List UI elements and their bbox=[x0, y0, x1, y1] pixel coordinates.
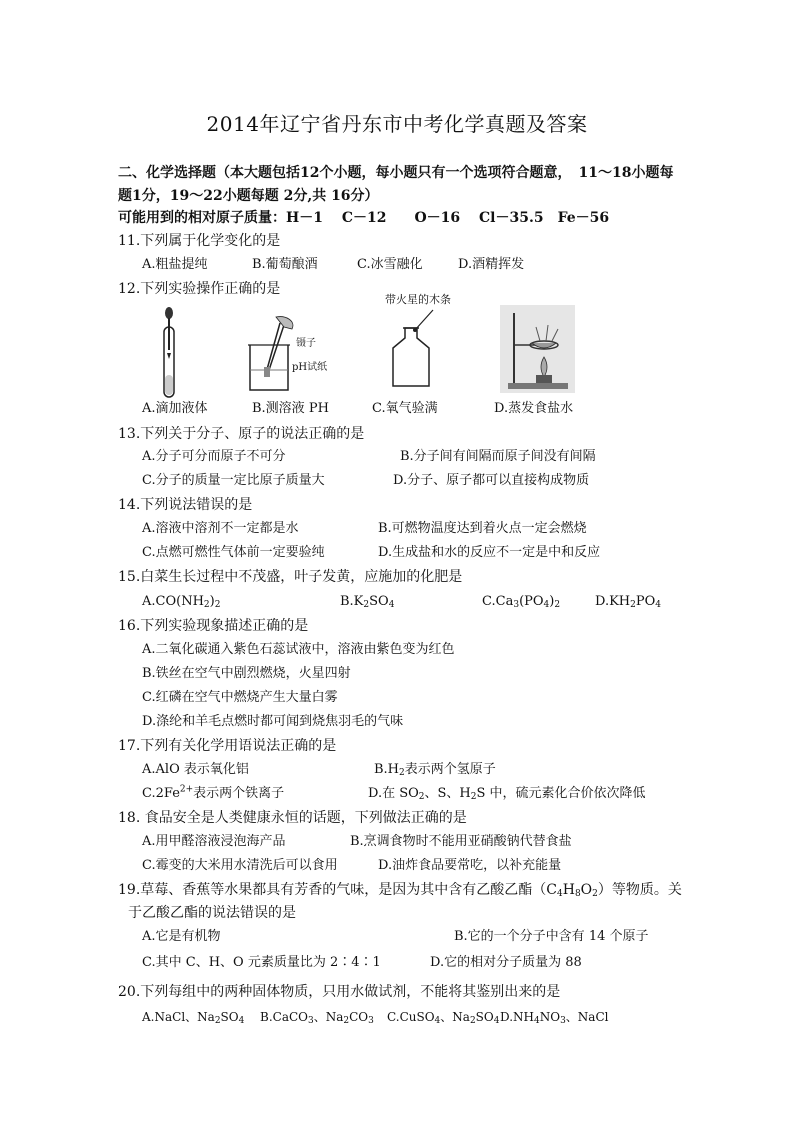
q14-option-a: A.溶液中溶剂不一定都是水 bbox=[142, 521, 299, 536]
q16-option-d: D.涤纶和羊毛点燃时都可闻到烧焦羽毛的气味 bbox=[142, 714, 404, 729]
q11-option-b: B.葡萄酿酒 bbox=[252, 257, 318, 272]
q18-stem: 18. 食品安全是人类健康永恒的话题，下列做法正确的是 bbox=[118, 810, 467, 826]
ph-paper-label: pH试纸 bbox=[292, 362, 328, 373]
ph-beaker-figure bbox=[240, 315, 300, 395]
q15-option-a: $A.CO(NH_2)_2$ bbox=[142, 594, 221, 610]
q17-option-a: A.AlO 表示氧化铝 bbox=[142, 762, 249, 777]
q18-option-a: A.用甲醛溶液浸泡海产品 bbox=[142, 834, 286, 849]
q19-stem-line2: 于乙酸乙酯的说法错误的是 bbox=[128, 905, 296, 921]
q14-option-c: C.点燃可燃性气体前一定要验纯 bbox=[142, 545, 325, 560]
q18-option-d: D.油炸食品要常吃，以补充能量 bbox=[378, 858, 562, 873]
q12-option-d: D.蒸发食盐水 bbox=[494, 401, 574, 416]
q16-option-c: C.红磷在空气中燃烧产生大量白雾 bbox=[142, 690, 338, 705]
q13-option-c: C.分子的质量一定比原子质量大 bbox=[142, 473, 325, 488]
q19-option-a: A.它是有机物 bbox=[142, 929, 221, 944]
q15-stem: 15.白菜生长过程中不茂盛，叶子发黄，应施加的化肥是 bbox=[118, 569, 463, 585]
q20-option-b: B.CaCO$_3$、$Na_2CO_3$ bbox=[260, 1010, 374, 1026]
q12-option-a: A.滴加液体 bbox=[142, 401, 208, 416]
q16-stem: 16.下列实验现象描述正确的是 bbox=[118, 618, 309, 634]
q14-option-b: B.可燃物温度达到着火点一定会燃烧 bbox=[378, 521, 587, 536]
q19-option-b: B.它的一个分子中含有 14 个原子 bbox=[454, 929, 649, 944]
q13-stem: 13.下列关于分子、原子的说法正确的是 bbox=[118, 426, 365, 442]
q12-stem: 12.下列实验操作正确的是 bbox=[118, 281, 281, 297]
q13-option-a: A.分子可分而原子不可分 bbox=[142, 449, 286, 464]
q11-option-a: A.粗盐提纯 bbox=[142, 257, 208, 272]
q11-stem: 11.下列属于化学变化的是 bbox=[118, 233, 281, 249]
page-title: 2014年辽宁省丹东市中考化学真题及答案 bbox=[206, 112, 588, 136]
q17-stem: 17.下列有关化学用语说法正确的是 bbox=[118, 738, 337, 754]
q14-stem: 14.下列说法错误的是 bbox=[118, 497, 253, 513]
q17-option-b: $B.H_2$表示两个氢原子 bbox=[374, 762, 496, 778]
q17-option-d: D.在 $SO_2$、S、$H_2S$ 中，硫元素化合价依次降低 bbox=[368, 786, 646, 802]
q18-option-b: B.烹调食物时不能用亚硝酸钠代替食盐 bbox=[350, 834, 572, 849]
q15-option-c: $C.Ca_3(PO_4)_2$ bbox=[482, 594, 561, 610]
q20-option-c: C.CuSO$_4$、$Na_2SO_4$ bbox=[387, 1010, 500, 1026]
q14-option-d: D.生成盐和水的反应不一定是中和反应 bbox=[378, 545, 601, 560]
q16-option-b: B.铁丝在空气中剧烈燃烧，火星四射 bbox=[142, 666, 351, 681]
q15-option-d: $D.KH_2PO_4$ bbox=[595, 594, 662, 610]
q17-option-c: $C.2Fe^{2+}$表示两个铁离子 bbox=[142, 784, 285, 801]
section-heading-line1: 二、化学选择题（本大题包括12个小题，每小题只有一个选项符合题意， 11～18小题每 bbox=[118, 165, 674, 181]
q20-option-a: A.NaCl、$Na_2SO_4$ bbox=[142, 1010, 245, 1026]
splint-label: 带火星的木条 bbox=[385, 293, 451, 306]
evaporation-stand-figure bbox=[500, 305, 575, 393]
q19-option-c: C.其中 C、H、O 元素质量比为 2∶4∶1 bbox=[142, 955, 381, 970]
q15-option-b: $B.K_2SO_4$ bbox=[340, 594, 395, 610]
q19-option-d: D.它的相对分子质量为 88 bbox=[430, 955, 582, 970]
q12-option-b: B.测溶液 PH bbox=[252, 401, 329, 416]
q13-option-d: D.分子、原子都可以直接构成物质 bbox=[393, 473, 590, 488]
q20-option-d: $D.NH_4NO_3$、NaCl bbox=[500, 1010, 609, 1026]
oxygen-bottle-figure bbox=[385, 308, 445, 390]
q16-option-a: A.二氧化碳通入紫色石蕊试液中，溶液由紫色变为红色 bbox=[142, 642, 455, 657]
q18-option-c: C.霉变的大米用水清洗后可以食用 bbox=[142, 858, 338, 873]
dropper-test-tube-figure bbox=[150, 305, 190, 400]
tweezers-label: 镊子 bbox=[296, 338, 316, 349]
q19-stem: 19.草莓、香蕉等水果都具有芳香的气味，是因为其中含有乙酸乙酯$(C_4H_8O_2)$等物质。关 bbox=[118, 882, 682, 899]
atomic-masses: 可能用到的相对原子质量：H－1 C－12 O－16 Cl－35.5 Fe－56 bbox=[118, 210, 610, 226]
q11-option-c: C.冰雪融化 bbox=[357, 257, 423, 272]
q12-option-c: C.氧气验满 bbox=[372, 401, 438, 416]
section-heading-line2: 题1分，19～22小题每题 2分,共 16分） bbox=[118, 188, 379, 204]
q13-option-b: B.分子间有间隔而原子间没有间隔 bbox=[400, 449, 596, 464]
q20-stem: 20.下列每组中的两种固体物质，只用水做试剂，不能将其鉴别出来的是 bbox=[118, 984, 561, 1000]
q11-option-d: D.酒精挥发 bbox=[458, 257, 525, 272]
